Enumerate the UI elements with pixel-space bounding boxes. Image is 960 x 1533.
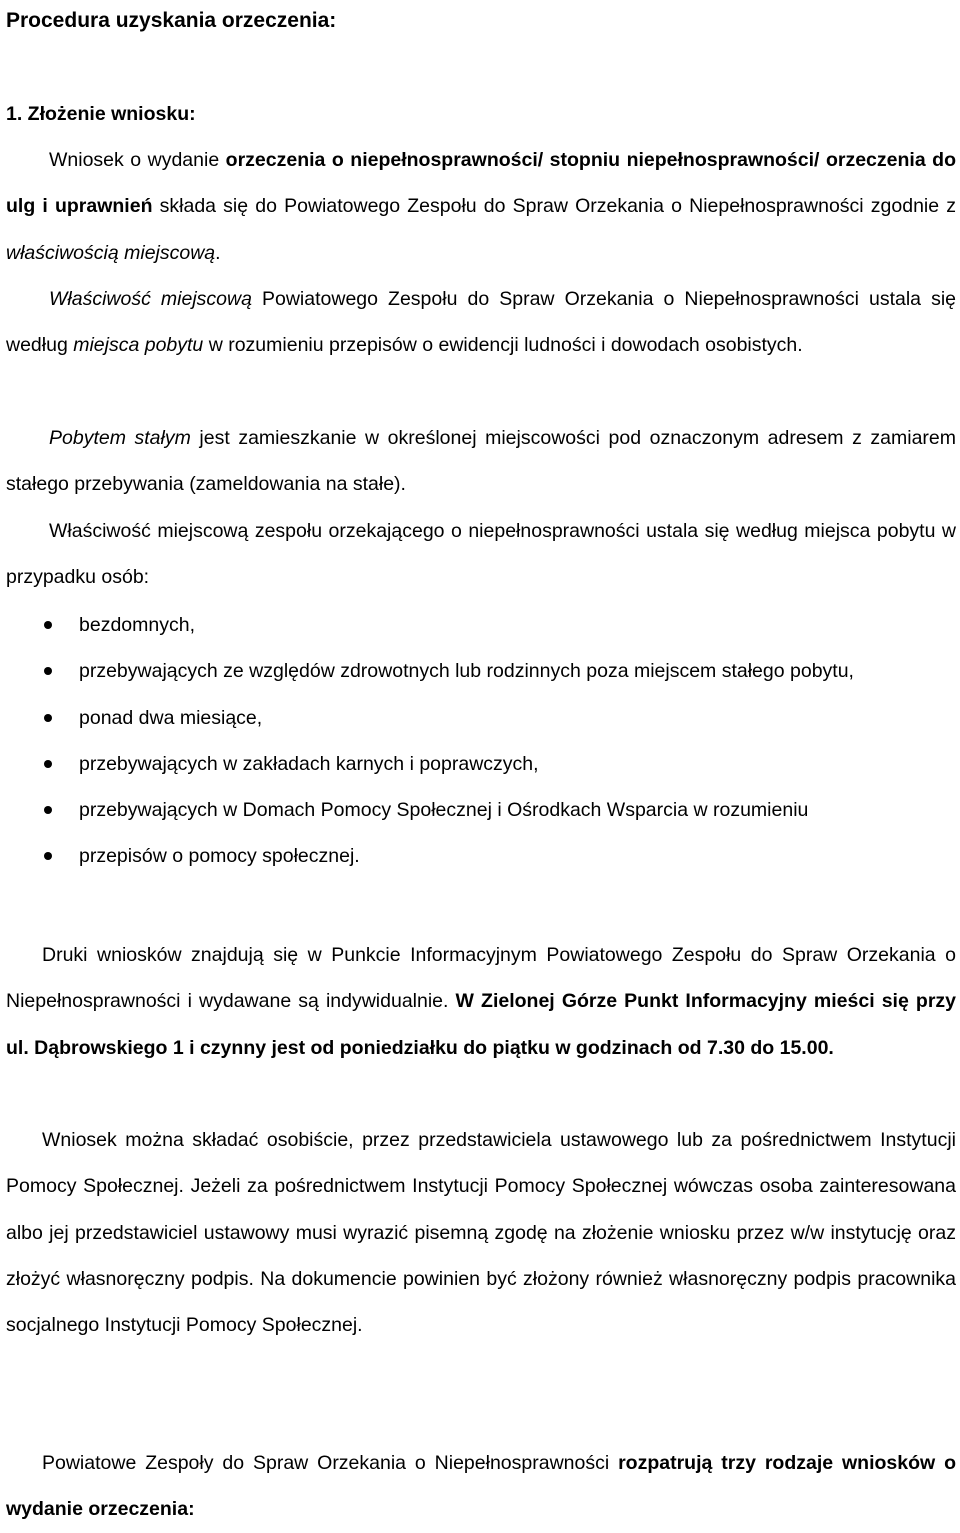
text: Wniosek o wydanie	[49, 149, 226, 171]
paragraph-residence-cases: Właściwość miejscową zespołu orzekającego o niepełnosprawności ustala się według miejsca pobytu w przypadku osób:	[6, 520, 956, 589]
list-item	[6, 787, 956, 833]
paragraph-forms-location	[6, 932, 956, 1071]
section-heading: 1. Złożenie wniosku:	[6, 103, 196, 125]
italic-text: właściwością miejscową	[6, 241, 216, 264]
list-item	[6, 695, 956, 741]
list-item	[6, 602, 956, 648]
list-item	[6, 741, 956, 787]
list-item-text: przebywających w zakładach karnych i poprawczych,	[79, 752, 539, 775]
bold-text: orzeczenia o niepełnosprawności/ stopniu niepełnosprawności/ orzeczenia do ulg i uprawnień	[6, 149, 956, 218]
document-title: Procedura uzyskania orzeczenia:	[6, 9, 337, 32]
list-item	[6, 648, 956, 694]
italic-text: Pobytem stałym	[49, 427, 191, 449]
italic-text: Właściwość miejscową	[49, 288, 252, 310]
list-item-text: bezdomnych,	[79, 614, 195, 636]
bullet-icon	[44, 714, 52, 722]
text: Powiatowe Zespoły do Spraw Orzekania o Niepełnosprawności	[42, 1452, 619, 1474]
italic-text: miejsca pobytu	[73, 334, 204, 357]
text: jest zamieszkanie w określonej miejscowości pod oznaczonym adresem z zamiarem stałego przebywania (zameldowania na stałe).	[6, 427, 956, 496]
text: Powiatowego Zespołu do Spraw Orzekania o Niepełnosprawności ustala się według	[6, 288, 956, 357]
bold-text: W Zielonej Górze Punkt Informacyjny mieści się przy ul. Dąbrowskiego 1 i czynny jest od poniedziałku do piątku w godzinach od 7.30 do 15.00.	[6, 990, 956, 1059]
list-item-text: przebywających ze względów zdrowotnych lub rodzinnych poza miejscem stałego pobytu,	[79, 660, 854, 683]
text: w rozumieniu przepisów o ewidencji ludności i dowodach osobistych.	[203, 334, 803, 357]
bullet-list	[6, 602, 956, 880]
paragraph-permanent-residence	[6, 415, 956, 508]
paragraph-application-types	[6, 1440, 956, 1533]
paragraph-local-jurisdiction	[6, 276, 956, 369]
list-item-text: ponad dwa miesiące,	[79, 706, 263, 729]
paragraph-application-intro	[6, 137, 956, 276]
text: składa się do Powiatowego Zespołu do Spraw Orzekania o Niepełnosprawności zgodnie z	[152, 195, 957, 218]
bullet-icon	[44, 621, 52, 629]
bold-text: rozpatrują trzy rodzaje wniosków o wydanie orzeczenia:	[6, 1452, 956, 1521]
bullet-icon	[44, 852, 52, 860]
bullet-icon	[44, 667, 52, 675]
list-item-text: przepisów o pomocy społecznej.	[79, 845, 360, 868]
bullet-icon	[44, 806, 52, 814]
text: .	[215, 241, 221, 264]
bullet-icon	[44, 760, 52, 768]
list-item	[6, 833, 956, 879]
paragraph-submission: Wniosek można składać osobiście, przez przedstawiciela ustawowego lub za pośrednictwem Instytucji Pomocy Społecznej. Jeżeli za pośrednictwem Instytucji Pomocy Społecznej wówczas osoba zainteresowana albo jej przedstawiciel ustawowy musi wyrazić pisemną zgodę na złożenie wniosku przez w/w instytucję oraz złożyć własnoręczny podpis. Na dokumencie powinien być złożony również własnoręczny podpis pracownika socjalnego Instytucji Pomocy Społecznej.	[6, 1129, 956, 1337]
document	[6, 0, 957, 1521]
list-item-text: przebywających w Domach Pomocy Społecznej i Ośrodkach Wsparcia w rozumieniu	[79, 799, 809, 822]
text: Druki wniosków znajdują się w Punkcie Informacyjnym Powiatowego Zespołu do Spraw Orzekania o Niepełnosprawności i wydawane są indywidualnie.	[6, 944, 956, 1013]
